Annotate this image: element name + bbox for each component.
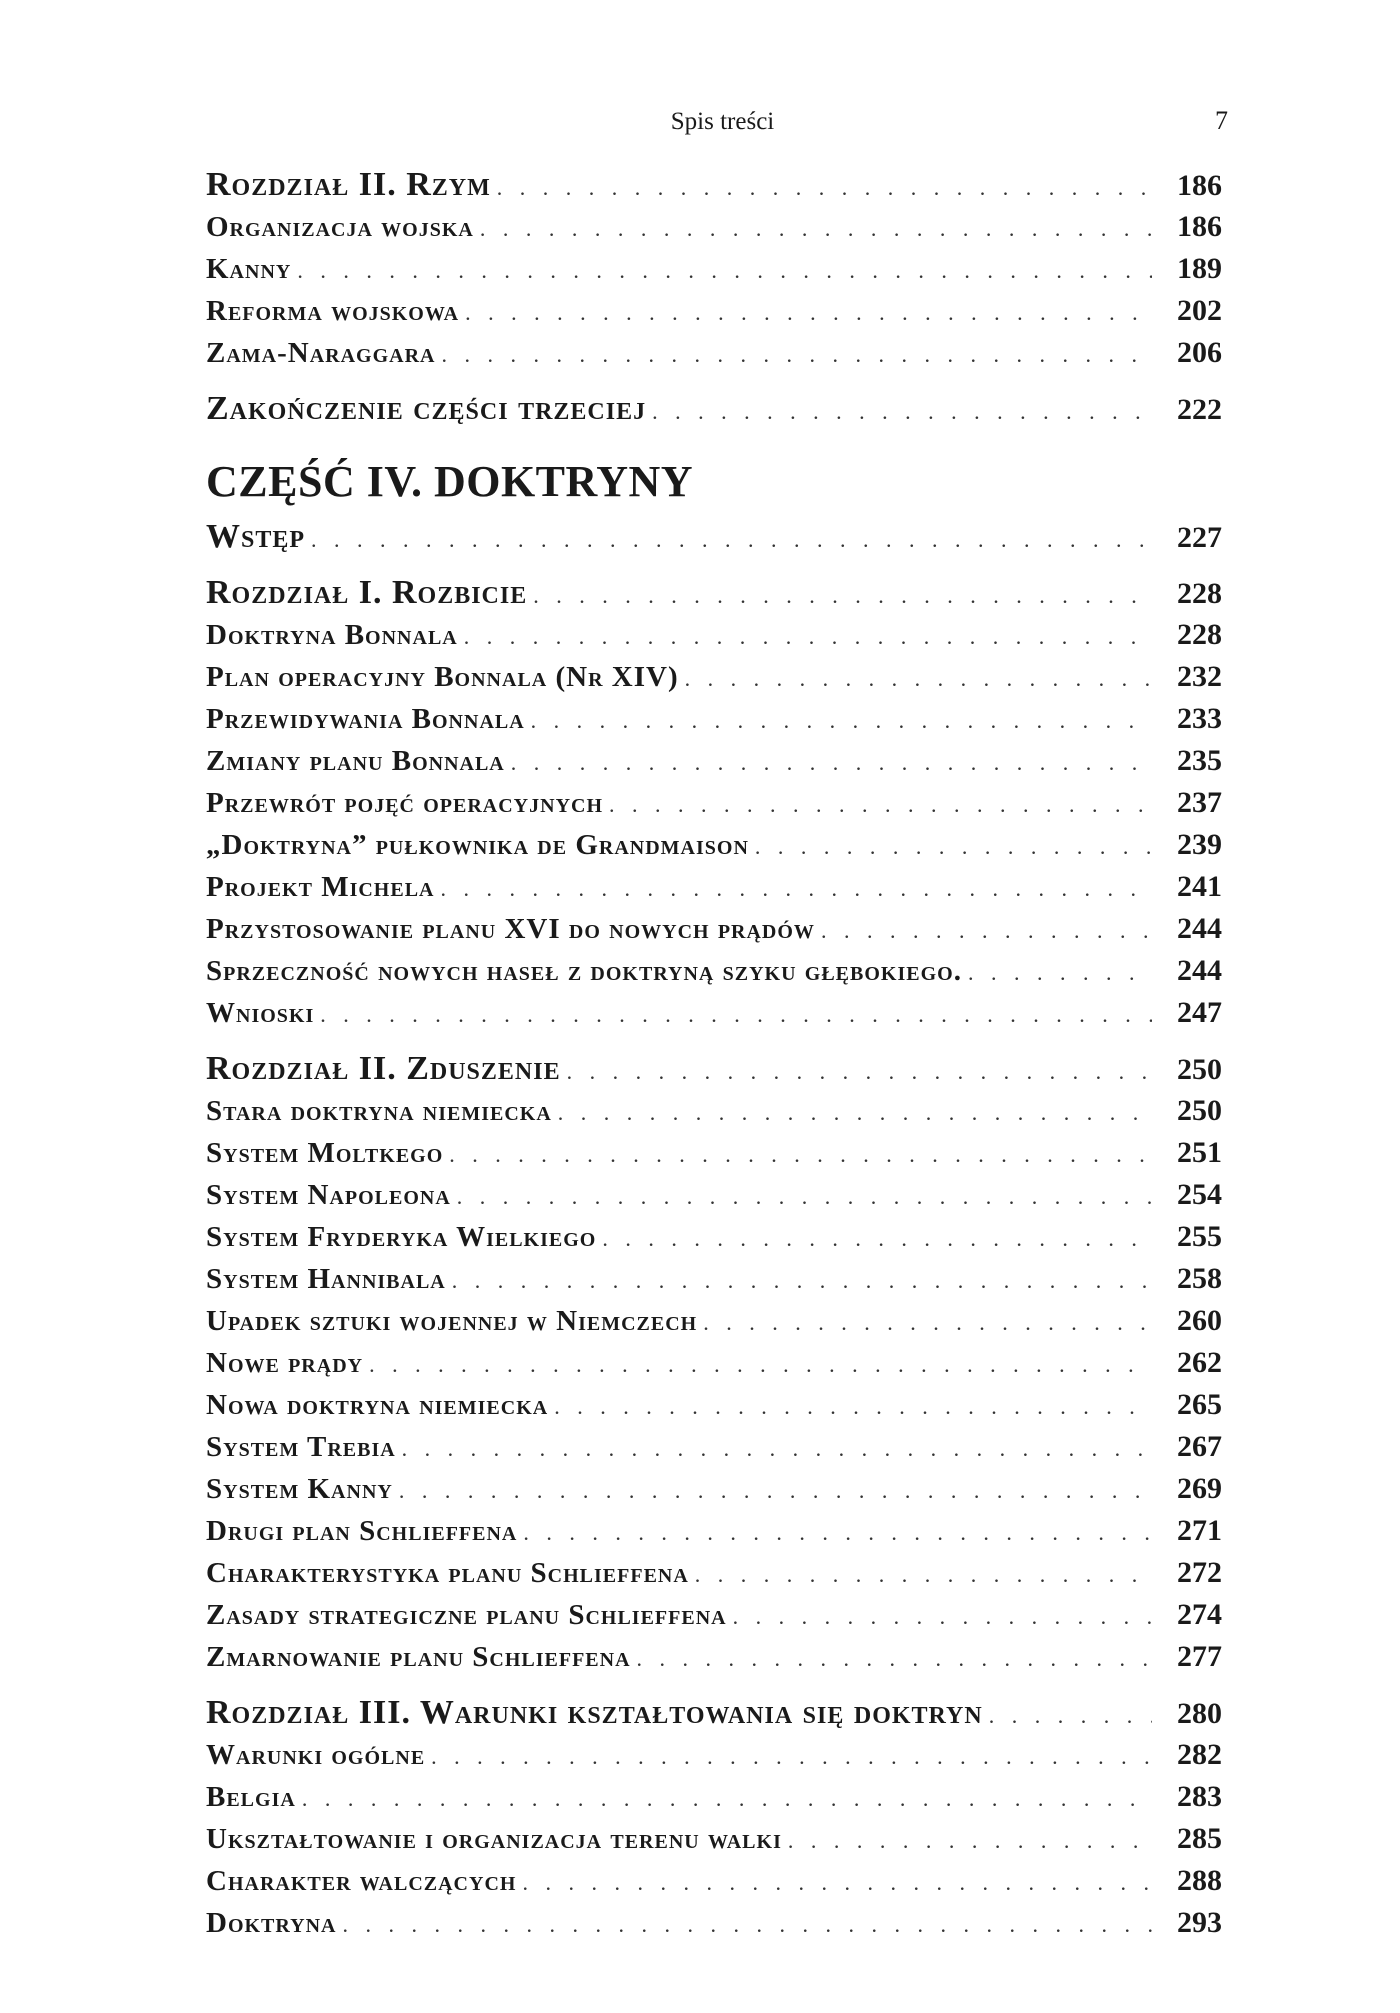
toc-section-entry	[206, 294, 1222, 336]
entry-page-number: 189	[1177, 252, 1222, 285]
dot-leader	[402, 1436, 1152, 1462]
entry-title: Wnioski	[206, 997, 315, 1029]
dot-leader	[533, 583, 1152, 609]
toc-chapter-entry	[206, 166, 1222, 210]
entry-page-number: 222	[1177, 393, 1222, 426]
entry-title: Stara doktryna niemiecka	[206, 1095, 552, 1127]
dot-leader	[821, 918, 1152, 944]
part-heading: CZĘŚĆ IV. DOKTRYNY	[206, 457, 694, 506]
dot-leader	[788, 1828, 1152, 1854]
dot-leader	[558, 1100, 1152, 1126]
toc-section-entry	[206, 618, 1222, 660]
dot-leader	[464, 624, 1152, 650]
toc-section-entry	[206, 1136, 1222, 1178]
entry-title: Zakończenie części trzeciej	[206, 390, 647, 427]
entry-title: Nowa doktryna niemiecka	[206, 1389, 549, 1421]
entry-page-number: 262	[1177, 1346, 1222, 1379]
toc-section-entry	[206, 1430, 1222, 1472]
entry-page-number: 250	[1177, 1053, 1222, 1086]
dot-leader	[703, 1310, 1152, 1336]
toc-section-entry	[206, 1304, 1222, 1346]
entry-title: Organizacja wojska	[206, 211, 474, 243]
toc-section-entry	[206, 1094, 1222, 1136]
toc-section-entry	[206, 1738, 1222, 1780]
toc-section-entry	[206, 1906, 1222, 1948]
entry-page-number: 254	[1177, 1178, 1222, 1211]
toc-section-entry	[206, 1640, 1222, 1682]
entry-title: Zmiany planu Bonnala	[206, 745, 505, 777]
entry-page-number: 239	[1177, 828, 1222, 861]
entry-title: Rozdział II. Rzym	[206, 166, 491, 203]
entry-title: Reforma wojskowa	[206, 295, 460, 327]
dot-leader	[989, 1703, 1152, 1729]
dot-leader	[431, 1744, 1152, 1770]
running-title: Spis treści	[670, 108, 775, 135]
entry-title: Charakterystyka planu Schlieffena	[206, 1557, 689, 1589]
entry-title: Ukształtowanie i organizacja terenu walki	[206, 1823, 782, 1855]
entry-title: Rozdział II. Zduszenie	[206, 1050, 561, 1087]
dot-leader	[755, 834, 1152, 860]
dot-leader	[320, 1002, 1152, 1028]
entry-page-number: 282	[1177, 1738, 1222, 1771]
toc-section-entry	[206, 1514, 1222, 1556]
toc-group-part-3	[206, 166, 1222, 434]
dot-leader	[441, 342, 1152, 368]
entry-title: System Napoleona	[206, 1179, 451, 1211]
dot-leader	[637, 1646, 1152, 1672]
dot-leader	[733, 1604, 1152, 1630]
running-header	[0, 104, 1400, 144]
dot-leader	[457, 1184, 1152, 1210]
entry-page-number: 237	[1177, 786, 1222, 819]
dot-leader	[554, 1394, 1152, 1420]
entry-title: Charakter walczących	[206, 1865, 517, 1897]
entry-page-number: 228	[1177, 577, 1222, 610]
entry-title: Warunki ogólne	[206, 1739, 426, 1771]
dot-leader	[531, 708, 1152, 734]
entry-title: Przystosowanie planu XVI do nowych prądów	[206, 913, 815, 945]
toc-section-entry	[206, 252, 1222, 294]
entry-page-number: 244	[1177, 954, 1222, 987]
toc-chapter-entry	[206, 390, 1222, 434]
entry-page-number: 233	[1177, 702, 1222, 735]
entry-title: „Doktryna” pułkownika de Grandmaison	[206, 829, 749, 861]
entry-page-number: 235	[1177, 744, 1222, 777]
toc-section-entry	[206, 1556, 1222, 1598]
dot-leader	[440, 876, 1152, 902]
entry-page-number: 227	[1177, 521, 1222, 554]
entry-page-number: 274	[1177, 1598, 1222, 1631]
dot-leader	[480, 216, 1152, 242]
entry-title: System Kanny	[206, 1473, 393, 1505]
entry-page-number: 186	[1177, 210, 1222, 243]
entry-page-number: 269	[1177, 1472, 1222, 1505]
toc-chapter-entry	[206, 1694, 1222, 1738]
toc-section-entry	[206, 786, 1222, 828]
entry-page-number: 271	[1177, 1514, 1222, 1547]
entry-page-number: 250	[1177, 1094, 1222, 1127]
toc-section-entry	[206, 744, 1222, 786]
toc-section-entry	[206, 1822, 1222, 1864]
table-of-contents	[206, 166, 1222, 1948]
entry-title: Plan operacyjny Bonnala (Nr XIV)	[206, 661, 679, 693]
dot-leader	[652, 399, 1152, 425]
dot-leader	[523, 1520, 1152, 1546]
entry-title: Doktryna Bonnala	[206, 619, 458, 651]
toc-section-entry	[206, 702, 1222, 744]
entry-page-number: 267	[1177, 1430, 1222, 1463]
entry-page-number: 260	[1177, 1304, 1222, 1337]
entry-page-number: 283	[1177, 1780, 1222, 1813]
entry-page-number: 186	[1177, 169, 1222, 202]
entry-title: Zasady strategiczne planu Schlieffena	[206, 1599, 727, 1631]
entry-title: Nowe prądy	[206, 1347, 364, 1379]
entry-title: Rozdział I. Rozbicie	[206, 574, 528, 611]
toc-section-entry	[206, 1472, 1222, 1514]
toc-group-part-4	[206, 518, 1222, 1948]
dot-leader	[567, 1059, 1152, 1085]
toc-section-entry	[206, 870, 1222, 912]
toc-section-entry	[206, 1178, 1222, 1220]
entry-page-number: 206	[1177, 336, 1222, 369]
entry-title: Zama-Naraggara	[206, 337, 436, 369]
entry-title: Sprzeczność nowych haseł z doktryną szyku głębokiego.	[206, 955, 962, 987]
toc-section-entry	[206, 912, 1222, 954]
entry-page-number: 285	[1177, 1822, 1222, 1855]
entry-title: Wstęp	[206, 518, 306, 555]
entry-page-number: 247	[1177, 996, 1222, 1029]
dot-leader	[369, 1352, 1152, 1378]
toc-section-entry	[206, 1388, 1222, 1430]
dot-leader	[497, 175, 1152, 201]
entry-title: System Trebia	[206, 1431, 396, 1463]
entry-page-number: 232	[1177, 660, 1222, 693]
entry-page-number: 241	[1177, 870, 1222, 903]
entry-page-number: 265	[1177, 1388, 1222, 1421]
dot-leader	[342, 1912, 1152, 1938]
toc-chapter-entry	[206, 574, 1222, 618]
toc-section-entry	[206, 1598, 1222, 1640]
entry-title: Rozdział III. Warunki kształtowania się doktryn	[206, 1694, 983, 1731]
toc-chapter-entry	[206, 1050, 1222, 1094]
entry-title: Przewrót pojęć operacyjnych	[206, 787, 604, 819]
dot-leader	[609, 792, 1152, 818]
entry-title: Kanny	[206, 253, 292, 285]
dot-leader	[695, 1562, 1152, 1588]
dot-leader	[449, 1142, 1152, 1168]
entry-page-number: 251	[1177, 1136, 1222, 1169]
toc-section-entry	[206, 954, 1222, 996]
entry-title: Doktryna	[206, 1907, 337, 1939]
entry-title: System Moltkego	[206, 1137, 444, 1169]
toc-section-entry	[206, 1780, 1222, 1822]
entry-page-number: 255	[1177, 1220, 1222, 1253]
toc-chapter-entry	[206, 518, 1222, 562]
entry-title: Projekt Michela	[206, 871, 435, 903]
entry-title: Zmarnowanie planu Schlieffena	[206, 1641, 631, 1673]
entry-page-number: 228	[1177, 618, 1222, 651]
entry-title: System Hannibala	[206, 1263, 446, 1295]
dot-leader	[452, 1268, 1152, 1294]
entry-title: Upadek sztuki wojennej w Niemczech	[206, 1305, 698, 1337]
entry-title: Drugi plan Schlieffena	[206, 1515, 518, 1547]
dot-leader	[602, 1226, 1152, 1252]
entry-page-number: 272	[1177, 1556, 1222, 1589]
entry-page-number: 258	[1177, 1262, 1222, 1295]
dot-leader	[399, 1478, 1152, 1504]
entry-title: Przewidywania Bonnala	[206, 703, 525, 735]
entry-page-number: 244	[1177, 912, 1222, 945]
entry-page-number: 293	[1177, 1906, 1222, 1939]
toc-section-entry	[206, 660, 1222, 702]
dot-leader	[522, 1870, 1152, 1896]
toc-section-entry	[206, 996, 1222, 1038]
page-number: 7	[1215, 106, 1228, 135]
entry-page-number: 202	[1177, 294, 1222, 327]
toc-section-entry	[206, 1346, 1222, 1388]
toc-section-entry	[206, 828, 1222, 870]
toc-section-entry	[206, 336, 1222, 378]
dot-leader	[511, 750, 1152, 776]
toc-section-entry	[206, 210, 1222, 252]
entry-title: Belgia	[206, 1781, 296, 1813]
entry-page-number: 288	[1177, 1864, 1222, 1897]
dot-leader	[297, 258, 1152, 284]
entry-page-number: 277	[1177, 1640, 1222, 1673]
toc-section-entry	[206, 1262, 1222, 1304]
dot-leader	[968, 960, 1152, 986]
toc-section-entry	[206, 1864, 1222, 1906]
entry-page-number: 280	[1177, 1697, 1222, 1730]
dot-leader	[302, 1786, 1152, 1812]
dot-leader	[685, 666, 1152, 692]
dot-leader	[465, 300, 1152, 326]
entry-title: System Fryderyka Wielkiego	[206, 1221, 597, 1253]
dot-leader	[311, 527, 1152, 553]
toc-section-entry	[206, 1220, 1222, 1262]
